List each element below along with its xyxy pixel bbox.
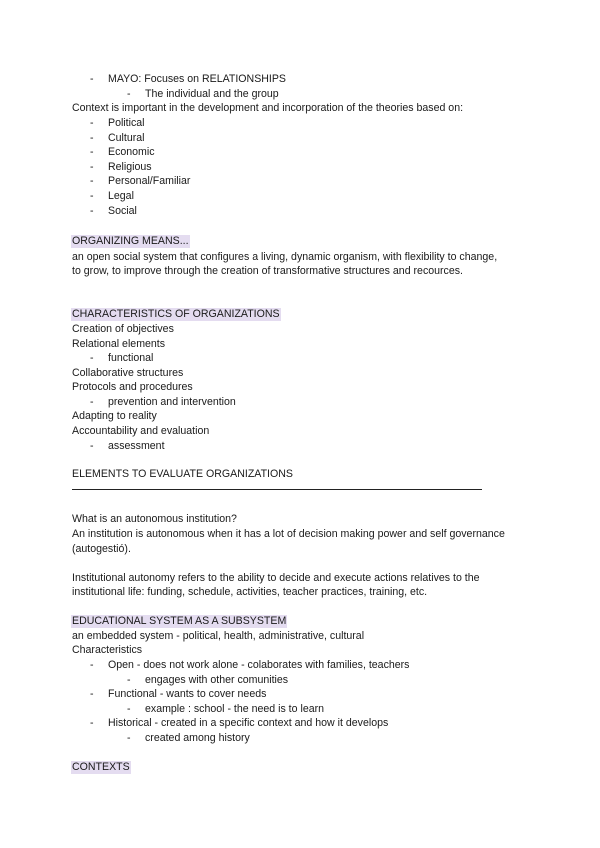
organizing-line-2: to grow, to improve through the creation of transformative structures and recources.: [72, 265, 463, 277]
bullet-dash: -: [127, 674, 131, 686]
mayo-subitem: The individual and the group: [145, 88, 279, 100]
bullet-dash: -: [90, 396, 94, 408]
elements-heading: ELEMENTS TO EVALUATE ORGANIZATIONS: [72, 468, 293, 480]
bullet-dash: -: [127, 88, 131, 100]
contexts-heading: CONTEXTS: [72, 761, 130, 773]
bullet-dash: -: [90, 117, 94, 129]
educational-characteristics: Characteristics: [72, 644, 143, 656]
bullet-dash: -: [90, 146, 94, 158]
bullet-dash: -: [90, 440, 94, 452]
bullet-dash: -: [127, 703, 131, 715]
autonomy-line-1: Institutional autonomy refers to the ability to decide and execute actions relatives to the: [72, 572, 480, 584]
bullet-dash: -: [90, 175, 94, 187]
context-item: Political: [108, 117, 145, 129]
organizing-heading: ORGANIZING MEANS...: [72, 235, 189, 247]
autonomous-question: What is an autonomous institution?: [72, 513, 237, 525]
organizing-line-1: an open social system that configures a living, dynamic organism, with flexibility to change,: [72, 251, 498, 263]
char-creation: Creation of objectives: [72, 323, 174, 335]
context-item: Cultural: [108, 132, 145, 144]
bullet-dash: -: [90, 717, 94, 729]
bullet-dash: -: [90, 190, 94, 202]
bullet-dash: -: [90, 73, 94, 85]
context-item: Legal: [108, 190, 134, 202]
bullet-dash: -: [90, 205, 94, 217]
educational-embedded: an embedded system - political, health, administrative, cultural: [72, 630, 365, 642]
edu-historical: Historical - created in a specific context and how it develops: [108, 717, 389, 729]
char-relational: Relational elements: [72, 338, 166, 350]
bullet-dash: -: [90, 659, 94, 671]
context-item: Economic: [108, 146, 155, 158]
bullet-dash: -: [90, 161, 94, 173]
char-prevention: prevention and intervention: [108, 396, 236, 408]
horizontal-rule: [72, 489, 482, 490]
char-adapting: Adapting to reality: [72, 410, 157, 422]
bullet-dash: -: [127, 732, 131, 744]
edu-historical-sub: created among history: [145, 732, 250, 744]
characteristics-heading: CHARACTERISTICS OF ORGANIZATIONS: [72, 308, 280, 320]
edu-open: Open - does not work alone - colaborates with families, teachers: [108, 659, 410, 671]
autonomous-answer-2: (autogestió).: [72, 543, 131, 555]
edu-open-sub: engages with other comunities: [145, 674, 289, 686]
mayo-item: MAYO: Focuses on RELATIONSHIPS: [108, 73, 286, 85]
char-functional: functional: [108, 352, 154, 364]
char-assessment: assessment: [108, 440, 165, 452]
context-intro: Context is important in the development and incorporation of the theories based on:: [72, 102, 464, 114]
char-protocols: Protocols and procedures: [72, 381, 193, 393]
bullet-dash: -: [90, 352, 94, 364]
edu-functional: Functional - wants to cover needs: [108, 688, 267, 700]
char-accountability: Accountability and evaluation: [72, 425, 210, 437]
educational-heading: EDUCATIONAL SYSTEM AS A SUBSYSTEM: [72, 615, 287, 627]
char-collaborative: Collaborative structures: [72, 367, 184, 379]
context-item: Religious: [108, 161, 152, 173]
autonomous-answer-1: An institution is autonomous when it has a lot of decision making power and self governance: [72, 528, 505, 540]
edu-functional-sub: example : school - the need is to learn: [145, 703, 325, 715]
bullet-dash: -: [90, 132, 94, 144]
context-item: Personal/Familiar: [108, 175, 191, 187]
autonomy-line-2: institutional life: funding, schedule, activities, teacher practices, training, etc.: [72, 586, 428, 598]
context-item: Social: [108, 205, 137, 217]
bullet-dash: -: [90, 688, 94, 700]
